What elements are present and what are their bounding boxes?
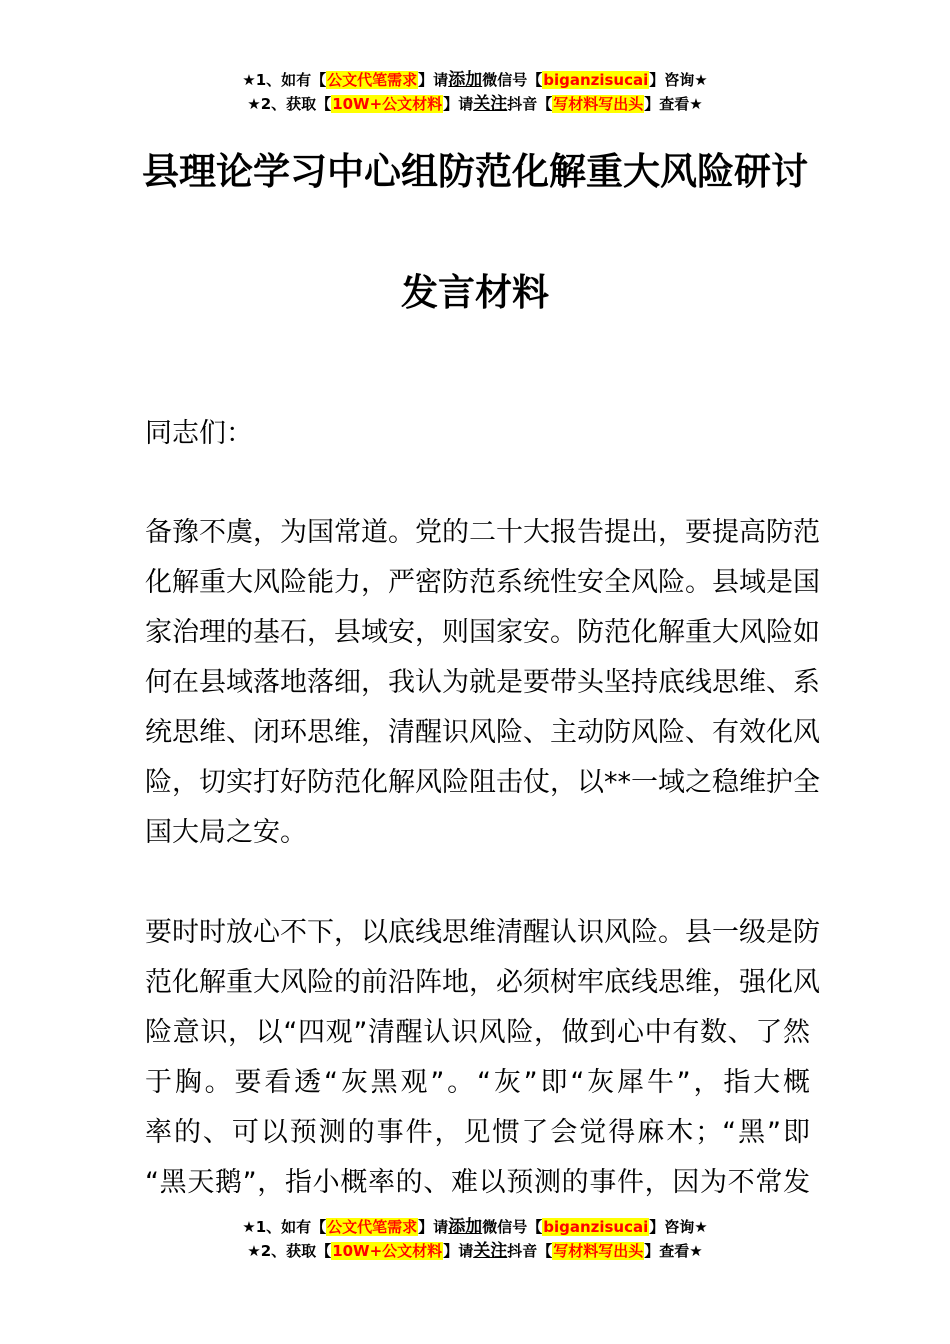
body-paragraph-2 [145,908,820,1208]
banner-text: 】查看★ [644,1242,703,1260]
paragraph-line: 要时时放心不下，以底线思维清醒认识风险。县一级是防 [145,917,820,948]
banner-text: 】请 [418,71,449,89]
banner-line-2 [0,1239,950,1263]
salutation: 同志们： [145,418,253,449]
document-title-line-1: 县理论学习中心组防范化解重大风险研讨 [142,150,808,193]
paragraph-line: 家治理的基石，县域安，则国家安。防范化解重大风险如 [145,617,820,648]
banner-emphasis: 关注 [473,1241,508,1261]
paragraph-line: “黑天鹅”，指小概率的、难以预测的事件，因为不常发 [145,1167,810,1198]
banner-emphasis: 添加 [448,1217,483,1237]
body-paragraph-1 [145,508,820,858]
paragraph-line: 范化解重大风险的前沿阵地，必须树牢底线思维，强化风 [145,967,820,998]
banner-text: ★1、如有【 [242,1218,327,1236]
banner-text: 】咨询★ [649,71,708,89]
banner-douyin-id: 写材料写出头 [553,95,644,113]
banner-highlight: 公文代笔需求 [327,1218,418,1236]
document-title-line-2: 发言材料 [401,271,549,314]
banner-text: 】咨询★ [649,1218,708,1236]
banner-text: 抖音【 [507,1242,553,1260]
banner-text: 】请 [443,95,474,113]
banner-text: 微信号【 [482,71,543,89]
banner-emphasis: 关注 [473,94,508,114]
paragraph-line: 备豫不虞，为国常道。党的二十大报告提出，要提高防范 [145,517,820,548]
banner-text: 】查看★ [644,95,703,113]
paragraph-line: 险意识，以“四观”清醒认识风险，做到心中有数、了然 [145,1017,810,1048]
banner-douyin-id: 写材料写出头 [553,1242,644,1260]
banner-wechat-id: biganzisucai [543,71,649,89]
banner-emphasis: 添加 [448,70,483,90]
paragraph-line: 险，切实打好防范化解风险阻击仗，以**一域之稳维护全 [145,767,820,798]
banner-text: ★2、获取【 [247,1242,332,1260]
banner-highlight: 10W+公文材料 [332,1242,443,1260]
paragraph-line: 于胸。要看透“灰黑观”。“灰”即“灰犀牛”，指大概 [145,1067,810,1098]
banner-highlight: 公文代笔需求 [327,71,418,89]
banner-text: 微信号【 [482,1218,543,1236]
paragraph-line: 国大局之安。 [145,817,307,848]
banner-text: 】请 [443,1242,474,1260]
footer-banner [0,1215,950,1263]
header-banner [0,68,950,116]
banner-text: ★2、获取【 [247,95,332,113]
paragraph-line: 统思维、闭环思维，清醒识风险、主动防风险、有效化风 [145,717,820,748]
paragraph-line: 率的、可以预测的事件，见惯了会觉得麻木；“黑”即 [145,1117,810,1148]
banner-highlight: 10W+公文材料 [332,95,443,113]
banner-wechat-id: biganzisucai [543,1218,649,1236]
banner-text: 】请 [418,1218,449,1236]
paragraph-line: 何在县域落地落细，我认为就是要带头坚持底线思维、系 [145,667,820,698]
paragraph-line: 化解重大风险能力，严密防范系统性安全风险。县域是国 [145,567,820,598]
banner-text: 抖音【 [507,95,553,113]
banner-text: ★1、如有【 [242,71,327,89]
banner-line-2 [0,92,950,116]
banner-line-1 [0,1215,950,1239]
banner-line-1 [0,68,950,92]
